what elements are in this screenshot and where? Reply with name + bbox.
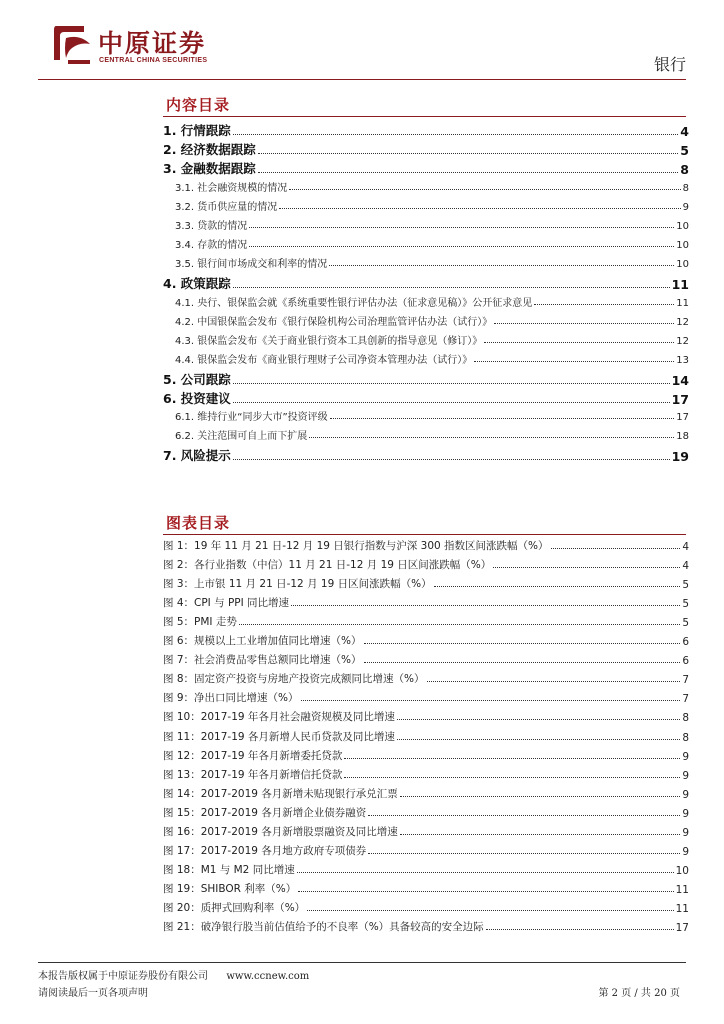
leader-dots [397, 719, 680, 720]
figure-entry[interactable] [163, 729, 689, 744]
leader-dots [474, 361, 674, 362]
sector-tag: 银行 [653, 55, 686, 74]
leader-dots [233, 459, 670, 460]
toc-entry-page: 17 [671, 392, 689, 407]
toc-entry[interactable] [163, 351, 689, 366]
leader-dots [493, 567, 680, 568]
disclaimer-note: 请阅读最后一页各项声明 [38, 988, 148, 999]
toc-entry-page: 9 [682, 202, 689, 213]
leader-dots [434, 586, 681, 587]
figure-entry[interactable] [163, 767, 689, 782]
figure-entry-label: 图 2：各行业指数（中信）11 月 21 日-12 月 19 日区间涨跌幅（%） [163, 559, 492, 571]
figure-entry[interactable] [163, 595, 689, 610]
toc-entry-page: 11 [671, 277, 689, 292]
toc-entry[interactable] [163, 121, 689, 139]
logo-mark-icon [50, 20, 94, 66]
figure-entry-label: 图 12：2017-19 年各月新增委托贷款 [163, 750, 343, 762]
copyright-text: 本报告版权属于中原证券股份有限公司 [38, 971, 208, 982]
figure-entry-label: 图 14：2017-2019 各月新增未贴现银行承兑汇票 [163, 788, 398, 800]
company-name-cn: 中原证券 [98, 29, 207, 58]
toc-entry[interactable] [163, 179, 689, 194]
figure-entry[interactable] [163, 652, 689, 667]
toc-entry-page: 10 [676, 240, 689, 251]
leader-dots [239, 624, 680, 625]
figure-entry-page: 11 [675, 903, 689, 915]
figure-entry-page: 4 [682, 560, 689, 572]
figure-entry-label: 图 18：M1 与 M2 同比增速 [163, 864, 295, 876]
leader-dots [329, 265, 674, 266]
toc-entry[interactable] [163, 389, 689, 407]
page-header [0, 0, 724, 80]
figure-entry[interactable] [163, 690, 689, 705]
toc-entry-label: 7. 风险提示 [163, 448, 231, 463]
figure-entry-label: 图 4：CPI 与 PPI 同比增速 [163, 597, 290, 609]
leader-dots [233, 134, 678, 135]
leader-dots [309, 437, 674, 438]
leader-dots [291, 605, 680, 606]
toc-entry-label: 6.1. 维持行业“同步大市”投资评级 [175, 412, 328, 423]
toc-entry[interactable] [163, 255, 689, 270]
figure-entry-page: 8 [682, 712, 689, 724]
figure-entry[interactable] [163, 824, 689, 839]
leader-dots [551, 548, 681, 549]
leader-dots [279, 208, 680, 209]
figures-title-divider [163, 534, 686, 535]
figure-entry-label: 图 19：SHIBOR 利率（%） [163, 883, 297, 895]
figure-entry-page: 10 [675, 865, 689, 877]
figure-entry-page: 9 [682, 846, 689, 858]
figure-entry-page: 8 [682, 732, 689, 744]
website-link[interactable]: www.ccnew.com [226, 971, 310, 982]
figure-entry-page: 7 [682, 674, 689, 686]
figure-entry-page: 7 [682, 693, 689, 705]
figure-entry[interactable] [163, 862, 689, 877]
toc-entry-label: 3.4. 存款的情况 [175, 240, 248, 251]
figures-title: 图表目录 [166, 514, 231, 532]
figure-entry-label: 图 1：19 年 11 月 21 日-12 月 19 日银行指数与沪深 300 指数区间涨跌幅（%） [163, 540, 549, 552]
figure-entry-page: 9 [682, 808, 689, 820]
toc-entry-label: 3.5. 银行间市场成交和利率的情况 [175, 259, 328, 270]
toc-entry-page: 5 [680, 143, 689, 158]
leader-dots [298, 891, 673, 892]
figure-entry[interactable] [163, 538, 689, 553]
figure-entry-page: 5 [682, 579, 689, 591]
figure-entry[interactable] [163, 881, 689, 896]
toc-entry-page: 8 [680, 162, 689, 177]
figure-entry-page: 9 [682, 770, 689, 782]
leader-dots [289, 189, 680, 190]
figure-entry-label: 图 16：2017-2019 各月新增股票融资及同比增速 [163, 826, 398, 838]
leader-dots [534, 304, 674, 305]
toc-entry-label: 4.2. 中国银保监会发布《银行保险机构公司治理监管评估办法（试行）》 [175, 317, 493, 328]
leader-dots [397, 739, 680, 740]
toc-entry[interactable] [163, 408, 689, 423]
figure-entry-label: 图 8：固定资产投资与房地产投资完成额同比增速（%） [163, 673, 425, 685]
figure-entry[interactable] [163, 709, 689, 724]
figure-entry[interactable] [163, 843, 689, 858]
toc-entry-page: 4 [680, 124, 689, 139]
toc-entry[interactable] [163, 159, 689, 177]
figure-entry[interactable] [163, 786, 689, 801]
leader-dots [400, 796, 681, 797]
leader-dots [344, 758, 680, 759]
page-indicator: 第 2 页 / 共 20 页 [598, 988, 680, 999]
figure-entry-label: 图 15：2017-2019 各月新增企业债券融资 [163, 807, 367, 819]
figure-entry-label: 图 10：2017-19 年各月社会融资规模及同比增速 [163, 711, 395, 723]
leader-dots [307, 910, 673, 911]
figure-entry[interactable] [163, 805, 689, 820]
toc-entry-label: 4. 政策跟踪 [163, 276, 231, 291]
toc-entry[interactable] [163, 313, 689, 328]
figure-entry-page: 6 [682, 636, 689, 648]
toc-entry[interactable] [163, 332, 689, 347]
toc-entry-page: 8 [682, 183, 689, 194]
toc-entry-label: 4.3. 银保监会发布《关于商业银行资本工具创新的指导意见（修订）》 [175, 336, 483, 347]
toc-entry-page: 11 [676, 298, 689, 309]
leader-dots [486, 929, 674, 930]
toc-entry-page: 17 [676, 412, 689, 423]
figure-entry-page: 9 [682, 789, 689, 801]
figure-entry-page: 9 [682, 827, 689, 839]
leader-dots [484, 342, 674, 343]
leader-dots [368, 815, 680, 816]
footer-copyright-line [38, 967, 309, 982]
leader-dots [368, 853, 680, 854]
figure-entry-page: 4 [682, 541, 689, 553]
figure-entry-label: 图 3：上市银 11 月 21 日-12 月 19 日区间涨跌幅（%） [163, 578, 432, 590]
toc-entry-label: 6. 投资建议 [163, 391, 231, 406]
toc-entry-page: 10 [676, 259, 689, 270]
figure-entry-label: 图 13：2017-19 年各月新增信托贷款 [163, 769, 343, 781]
leader-dots [427, 681, 681, 682]
toc-entry-label: 1. 行情跟踪 [163, 123, 231, 138]
figure-entry[interactable] [163, 671, 689, 686]
leader-dots [297, 872, 674, 873]
toc-entry-label: 3.3. 贷款的情况 [175, 221, 248, 232]
toc-entry[interactable] [163, 274, 689, 292]
leader-dots [258, 153, 678, 154]
leader-dots [258, 172, 678, 173]
toc-entry-page: 14 [671, 373, 689, 388]
figure-entry[interactable] [163, 748, 689, 763]
toc-entry-label: 3.1. 社会融资规模的情况 [175, 183, 288, 194]
company-name-en: CENTRAL CHINA SECURITIES [99, 57, 208, 64]
leader-dots [233, 402, 670, 403]
figure-entry-label: 图 20：质押式回购利率（%） [163, 902, 306, 914]
figure-entry-page: 5 [682, 617, 689, 629]
leader-dots [494, 323, 674, 324]
figure-entry-page: 17 [675, 922, 689, 934]
toc-entry-label: 3.2. 货币供应量的情况 [175, 202, 278, 213]
toc-entry-page: 12 [676, 336, 689, 347]
toc-entry-label: 2. 经济数据跟踪 [163, 142, 256, 157]
leader-dots [344, 777, 680, 778]
figure-entry-label: 图 21：破净银行股当前估值给予的不良率（%）具备较高的安全边际 [163, 921, 484, 933]
figure-entry[interactable] [163, 919, 689, 934]
toc-entry[interactable] [163, 446, 689, 464]
toc-entry-page: 10 [676, 221, 689, 232]
toc-entry-label: 4.4. 银保监会发布《商业银行理财子公司净资本管理办法（试行）》 [175, 355, 473, 366]
toc-entry-label: 4.1. 央行、银保监会就《系统重要性银行评估办法（征求意见稿）》公开征求意见 [175, 298, 533, 309]
figure-entry[interactable] [163, 557, 689, 572]
toc-entry[interactable] [163, 198, 689, 213]
toc-entry[interactable] [163, 236, 689, 251]
toc-entry-label: 6.2. 关注范围可自上而下扩展 [175, 431, 308, 442]
leader-dots [364, 662, 681, 663]
leader-dots [233, 383, 670, 384]
leader-dots [364, 643, 681, 644]
figure-entry[interactable] [163, 576, 689, 591]
leader-dots [249, 227, 674, 228]
figure-entry-page: 6 [682, 655, 689, 667]
figure-entry-label: 图 17：2017-2019 各月地方政府专项债券 [163, 845, 367, 857]
leader-dots [249, 246, 674, 247]
toc-entry[interactable] [163, 140, 689, 158]
figure-entry-page: 9 [682, 751, 689, 763]
company-logo [50, 20, 220, 70]
figure-entry[interactable] [163, 614, 689, 629]
toc-entry[interactable] [163, 294, 689, 309]
toc-title: 内容目录 [166, 96, 231, 114]
toc-title-divider [163, 116, 686, 117]
leader-dots [330, 418, 675, 419]
header-divider [38, 79, 686, 80]
figure-entry-page: 5 [682, 598, 689, 610]
toc-entry-page: 12 [676, 317, 689, 328]
leader-dots [400, 834, 681, 835]
figure-entry-label: 图 5：PMI 走势 [163, 616, 237, 628]
toc-entry-label: 3. 金融数据跟踪 [163, 161, 256, 176]
figure-entry-label: 图 9：净出口同比增速（%） [163, 692, 299, 704]
toc-entry[interactable] [163, 217, 689, 232]
toc-entry-label: 5. 公司跟踪 [163, 372, 231, 387]
toc-entry-page: 13 [676, 355, 689, 366]
figure-entry[interactable] [163, 900, 689, 915]
figure-entry[interactable] [163, 633, 689, 648]
toc-entry[interactable] [163, 370, 689, 388]
leader-dots [233, 287, 670, 288]
toc-entry-page: 18 [676, 431, 689, 442]
toc-entry-page: 19 [671, 449, 689, 464]
toc-entry[interactable] [163, 427, 689, 442]
figure-entry-label: 图 7：社会消费品零售总额同比增速（%） [163, 654, 362, 666]
figure-entry-page: 11 [675, 884, 689, 896]
leader-dots [301, 700, 681, 701]
figure-entry-label: 图 6：规模以上工业增加值同比增速（%） [163, 635, 362, 647]
figure-entry-label: 图 11：2017-19 各月新增人民币贷款及同比增速 [163, 731, 395, 743]
footer-divider [38, 962, 686, 963]
